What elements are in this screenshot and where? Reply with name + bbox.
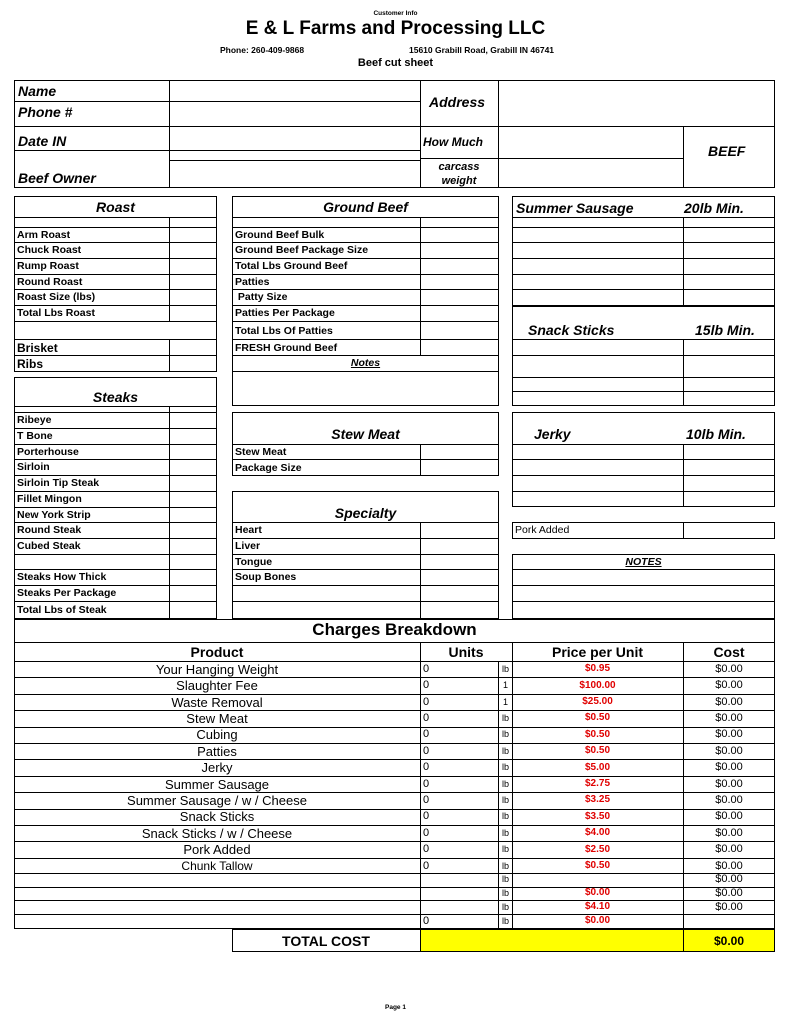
address-label: Address <box>429 94 486 110</box>
roast-item: Arm Roast <box>17 229 71 241</box>
charge-units: 0 <box>423 679 430 692</box>
steak-item: Total Lbs of Steak <box>17 604 107 616</box>
charge-price: $25.00 <box>582 696 613 707</box>
jerky-title: Jerky <box>534 426 571 442</box>
charge-units: 0 <box>423 843 430 856</box>
customer-info-note: Customer Info <box>373 10 418 17</box>
beef-owner-label: Beef Owner <box>18 170 96 186</box>
specialty-item: Heart <box>235 524 262 536</box>
charge-product: Jerky <box>201 760 233 776</box>
charge-units: 0 <box>423 859 430 872</box>
charge-cost: $0.00 <box>715 728 743 741</box>
charge-product: Stew Meat <box>186 710 248 726</box>
company-name: E & L Farms and Processing LLC <box>245 18 546 39</box>
charge-units: 0 <box>423 826 430 839</box>
charge-units: 0 <box>423 777 430 790</box>
charge-price: $4.00 <box>584 827 611 839</box>
steaks-title: Steaks <box>92 389 139 405</box>
charge-cost: $0.00 <box>715 900 743 913</box>
charge-units: 0 <box>423 761 430 774</box>
charge-product: Snack Sticks / w / Cheese <box>141 825 293 841</box>
beef-label: BEEF <box>708 143 746 159</box>
specialty-item: Soup Bones <box>235 571 297 583</box>
ground-beef-item: FRESH Ground Beef <box>235 342 338 354</box>
charge-unit: lb <box>501 915 509 926</box>
charge-cost: $0.00 <box>715 744 743 757</box>
charge-cost: $0.00 <box>715 777 743 790</box>
sheet-title: Beef cut sheet <box>357 57 434 69</box>
charge-price: $100.00 <box>579 679 616 691</box>
charge-cost: $0.00 <box>715 843 743 856</box>
charge-cost: $0.00 <box>715 859 743 872</box>
charge-cost: $0.00 <box>715 793 743 806</box>
roast-item: Chuck Roast <box>17 244 82 256</box>
charges-title: Charges Breakdown <box>312 620 477 639</box>
charge-product: Snack Sticks <box>179 809 255 825</box>
summer-sausage-min: 20lb Min. <box>684 200 744 216</box>
total-highlight <box>421 930 683 951</box>
steak-item: Round Steak <box>17 524 82 536</box>
roast-item: Rump Roast <box>17 260 79 272</box>
specialty-item: Tongue <box>235 556 273 568</box>
charge-cost: $0.00 <box>715 711 743 724</box>
charge-unit: lb <box>501 887 509 898</box>
snack-sticks-min: 15lb Min. <box>695 322 755 338</box>
charge-units: 0 <box>423 711 430 724</box>
ground-beef-item: Patty Size <box>235 291 288 303</box>
charge-price: $0.50 <box>584 745 611 757</box>
jerky-min: 10lb Min. <box>686 426 746 442</box>
total-cost-value: $0.00 <box>713 934 745 948</box>
specialty-title: Specialty <box>334 505 397 521</box>
ground-beef-item: Ground Beef Package Size <box>235 244 369 256</box>
charge-unit: lb <box>501 778 509 789</box>
charge-units: 0 <box>423 793 430 806</box>
ground-beef-item: Ground Beef Bulk <box>235 229 325 241</box>
charge-price: $2.50 <box>584 843 611 855</box>
charge-cost: $0.00 <box>715 679 743 692</box>
charge-product: Waste Removal <box>171 694 263 710</box>
snack-sticks-title: Snack Sticks <box>528 322 615 338</box>
steak-item: Sirloin Tip Steak <box>17 477 100 489</box>
charge-units: 0 <box>423 695 430 708</box>
total-cost-label: TOTAL COST <box>282 933 370 949</box>
charge-cost: $0.00 <box>715 810 743 823</box>
charge-units: 0 <box>423 744 430 757</box>
charge-unit: lb <box>501 811 509 822</box>
roast-item: Round Roast <box>17 276 83 288</box>
charge-units: 0 <box>423 728 430 741</box>
carcass-weight-label: carcass weight <box>438 161 480 187</box>
stew-meat-item: Stew Meat <box>235 446 287 458</box>
steak-item: Steaks Per Package <box>17 587 117 599</box>
charge-cost: $0.00 <box>715 826 743 839</box>
charge-unit: lb <box>501 745 509 756</box>
charges-header-cost: Cost <box>713 644 745 660</box>
charge-unit: 1 <box>502 696 508 707</box>
charge-product: Slaughter Fee <box>176 678 258 694</box>
ribs-label: Ribs <box>17 357 44 371</box>
charge-unit: lb <box>501 901 509 912</box>
charge-units: 0 <box>423 810 430 823</box>
charge-units: 0 <box>423 914 430 927</box>
charge-product: Summer Sausage / w / Cheese <box>127 792 307 808</box>
charge-price: $0.50 <box>584 712 611 724</box>
steak-item: Sirloin <box>17 461 50 473</box>
charge-unit: lb <box>501 712 509 723</box>
summer-sausage-title: Summer Sausage <box>516 200 634 216</box>
charge-price: $3.25 <box>584 794 611 806</box>
charges-header-price: Price per Unit <box>551 644 644 660</box>
page-footer: Page 1 <box>385 1004 406 1011</box>
charge-price: $0.50 <box>584 860 611 871</box>
steak-item: Cubed Steak <box>17 540 81 552</box>
charge-unit: lb <box>501 663 509 674</box>
charge-price: $2.75 <box>584 778 611 789</box>
charge-price: $4.10 <box>584 901 611 912</box>
charge-product: Summer Sausage <box>164 776 270 792</box>
phone-label: Phone # <box>18 104 73 120</box>
ground-beef-notes-label: Notes <box>350 357 381 369</box>
charge-cost: $0.00 <box>715 873 743 886</box>
charge-product: Your Hanging Weight <box>155 661 279 677</box>
charge-cost: $0.00 <box>715 761 743 774</box>
name-label: Name <box>18 83 57 99</box>
charge-unit: lb <box>501 844 509 855</box>
how-much-label: How Much <box>423 135 483 149</box>
charge-product: Patties <box>197 743 237 759</box>
charge-price: $0.50 <box>584 728 611 740</box>
charge-cost: $0.00 <box>715 886 743 899</box>
charge-price: $5.00 <box>584 761 611 773</box>
customer-info-box <box>14 80 775 188</box>
pork-added-label: Pork Added <box>515 524 570 536</box>
date-in-label: Date IN <box>18 133 67 149</box>
charge-unit: lb <box>501 794 509 805</box>
company-address: 15610 Grabill Road, Grabill IN 46741 <box>409 45 555 55</box>
ground-beef-title: Ground Beef <box>323 199 408 215</box>
charge-product: Cubing <box>196 727 238 743</box>
charge-price: $3.50 <box>584 810 611 822</box>
charge-units: 0 <box>423 662 430 675</box>
charge-price: $0.95 <box>584 663 611 675</box>
steak-item: Porterhouse <box>17 446 79 458</box>
ground-beef-item: Total Lbs Of Patties <box>235 325 333 337</box>
steak-item: Fillet Mingon <box>17 493 82 505</box>
roast-item: Total Lbs Roast <box>17 307 95 319</box>
charge-product: Chunk Tallow <box>181 859 253 873</box>
charge-unit: lb <box>501 827 509 838</box>
steak-item: T Bone <box>17 430 53 442</box>
company-phone: Phone: 260-409-9868 <box>220 45 305 55</box>
charge-price: $0.00 <box>584 887 611 899</box>
roast-title: Roast <box>96 199 135 215</box>
ground-beef-item: Patties <box>235 276 270 288</box>
steak-item: Ribeye <box>17 414 52 426</box>
roast-item: Roast Size (lbs) <box>17 291 96 303</box>
ground-beef-item: Total Lbs Ground Beef <box>235 260 348 272</box>
charges-header-units: Units <box>448 644 484 660</box>
ground-beef-item: Patties Per Package <box>235 307 335 319</box>
charge-unit: lb <box>501 860 509 871</box>
notes-title: NOTES <box>625 556 662 568</box>
charge-price: $0.00 <box>584 915 611 926</box>
steak-item: Steaks How Thick <box>17 571 107 583</box>
charge-cost: $0.00 <box>715 695 743 708</box>
charge-unit: lb <box>501 729 509 740</box>
steak-item: New York Strip <box>17 509 91 521</box>
charge-unit: lb <box>501 762 509 773</box>
charge-unit: 1 <box>502 680 508 691</box>
charge-cost: $0.00 <box>715 662 743 675</box>
stew-meat-item: Package Size <box>235 462 302 474</box>
specialty-item: Liver <box>235 540 261 552</box>
charges-header-product: Product <box>190 644 244 660</box>
charge-unit: lb <box>501 874 509 885</box>
charge-product: Pork Added <box>183 842 251 858</box>
stew-meat-title: Stew Meat <box>331 426 400 442</box>
brisket-label: Brisket <box>17 341 58 355</box>
